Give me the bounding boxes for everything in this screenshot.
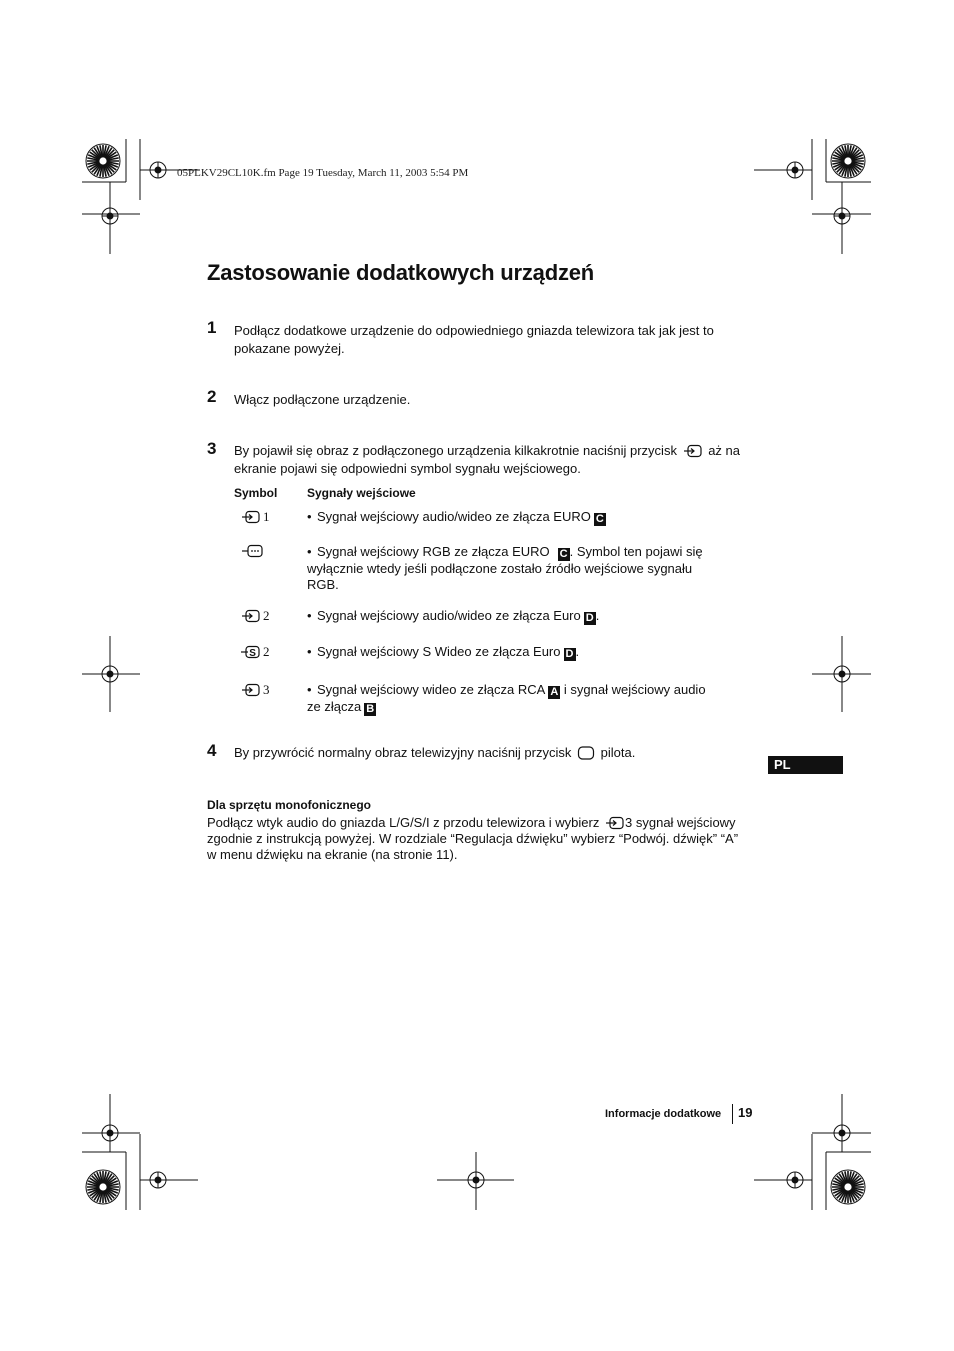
rgb-input-icon — [241, 544, 265, 558]
step-3-text-after: aż na ekranie pojawi się odpowiedni symbol sygnału wejściowego. — [234, 443, 741, 476]
table-row-3-text: • Sygnał wejściowy audio/wideo ze złącza Euro D . — [307, 608, 600, 624]
connector-badge: C — [594, 513, 606, 526]
file-info-header: 05PLKV29CL10K.fm Page 19 Tuesday, March 11, 2003 5:54 PM — [177, 167, 469, 179]
input-1-icon — [241, 510, 261, 524]
row-text: Sygnał wejściowy RGB ze złącza EURO — [317, 544, 550, 559]
step-4-text — [234, 744, 744, 762]
step-3-text — [234, 442, 744, 478]
page-title: Zastosowanie dodatkowych urządzeń — [207, 260, 595, 285]
step-1-number: 1 — [207, 318, 217, 337]
step-2-number: 2 — [207, 387, 217, 406]
note-text-after: sygnał wejściowy zgodnie z instrukcją powyżej. W rozdziale “Regulacja dźwięku” wybierz “Podwój. dźwięk” “A” w menu dźwięku na ekranie (na stronie 11). — [207, 815, 739, 862]
input-2-icon — [241, 609, 261, 623]
signals-column-header: Sygnały wejściowe — [307, 486, 416, 500]
input-number: 3 — [263, 682, 270, 697]
row-text: Sygnał wejściowy audio/wideo ze złącza Euro — [317, 608, 581, 623]
note-text-before: Podłącz wtyk audio do gniazda L/G/S/I z przodu telewizora i wybierz — [207, 815, 600, 830]
step-2-text: Włącz podłączone urządzenie. — [234, 392, 411, 407]
connector-badge: D — [584, 612, 596, 625]
s-video-input-2-icon — [240, 645, 261, 659]
input-3-icon — [605, 816, 625, 830]
input-number: 2 — [263, 608, 270, 623]
step-1-text: Podłącz dodatkowe urządzenie do odpowiedniego gniazda telewizora tak jak jest to pokazane powyżej. — [234, 323, 714, 356]
row-text-after: . — [575, 644, 580, 659]
table-row-3-symbol — [241, 608, 270, 624]
row-text-after: i sygnał wejściowy audio ze złącza — [307, 682, 706, 714]
connector-badge: D — [564, 648, 576, 661]
language-tab: PL — [768, 756, 843, 774]
symbol-column-header: Symbol — [234, 486, 278, 500]
input-number: 1 — [263, 509, 270, 524]
connector-badge: C — [558, 548, 570, 561]
step-3-text-before: By pojawił się obraz z podłączonego urządzenia kilkakrotnie naciśnij przycisk — [234, 443, 677, 458]
table-row-5-text: • Sygnał wejściowy wideo ze złącza RCA A i sygnał wejściowy audio ze złącza B — [307, 682, 706, 715]
note-input-number: 3 — [625, 815, 633, 830]
row-text: Sygnał wejściowy audio/wideo ze złącza EURO — [317, 509, 591, 524]
tv-button-icon — [577, 746, 595, 760]
input-3-icon — [241, 683, 261, 697]
step-3-number: 3 — [207, 439, 217, 458]
table-row-1-text: • Sygnał wejściowy audio/wideo ze złącza EURO C — [307, 509, 707, 526]
table-row-2-symbol — [241, 544, 265, 558]
input-select-icon — [683, 444, 703, 458]
footer-section-label: Informacje dodatkowe — [605, 1108, 722, 1120]
page-number: 19 — [738, 1105, 753, 1120]
row-text: Sygnał wejściowy S Wideo ze złącza Euro — [317, 644, 561, 659]
input-number: 2 — [263, 644, 270, 659]
step-4-text-before: By przywrócić normalny obraz telewizyjny naciśnij przycisk — [234, 745, 572, 760]
row-text-after: . Symbol ten pojawi się wyłącznie wtedy jeśli podłączone zostało źródło wejściowe sygnału RGB. — [307, 544, 703, 592]
table-row-1-symbol — [241, 509, 270, 525]
step-4-number: 4 — [207, 741, 217, 760]
note-heading: Dla sprzętu monofonicznego — [207, 798, 372, 812]
connector-badge: A — [548, 686, 560, 699]
row-text: Sygnał wejściowy wideo ze złącza RCA — [317, 682, 546, 697]
table-row-2-text: • Sygnał wejściowy RGB ze złącza EURO C . Symbol ten pojawi się wyłącznie wtedy jeśli podłączone zostało źródło wejściowe sygnału RGB. — [307, 544, 703, 592]
table-row-4-text: • Sygnał wejściowy S Wideo ze złącza Euro D . — [307, 644, 580, 660]
footer-divider — [732, 1104, 733, 1124]
table-row-4-symbol — [240, 644, 270, 660]
note-text — [207, 815, 747, 863]
svg-text:S: S — [249, 648, 256, 659]
table-row-5-symbol — [241, 682, 270, 698]
connector-badge: B — [364, 703, 376, 716]
row-text-after: . — [595, 608, 600, 623]
step-4-text-after: pilota. — [600, 745, 636, 760]
